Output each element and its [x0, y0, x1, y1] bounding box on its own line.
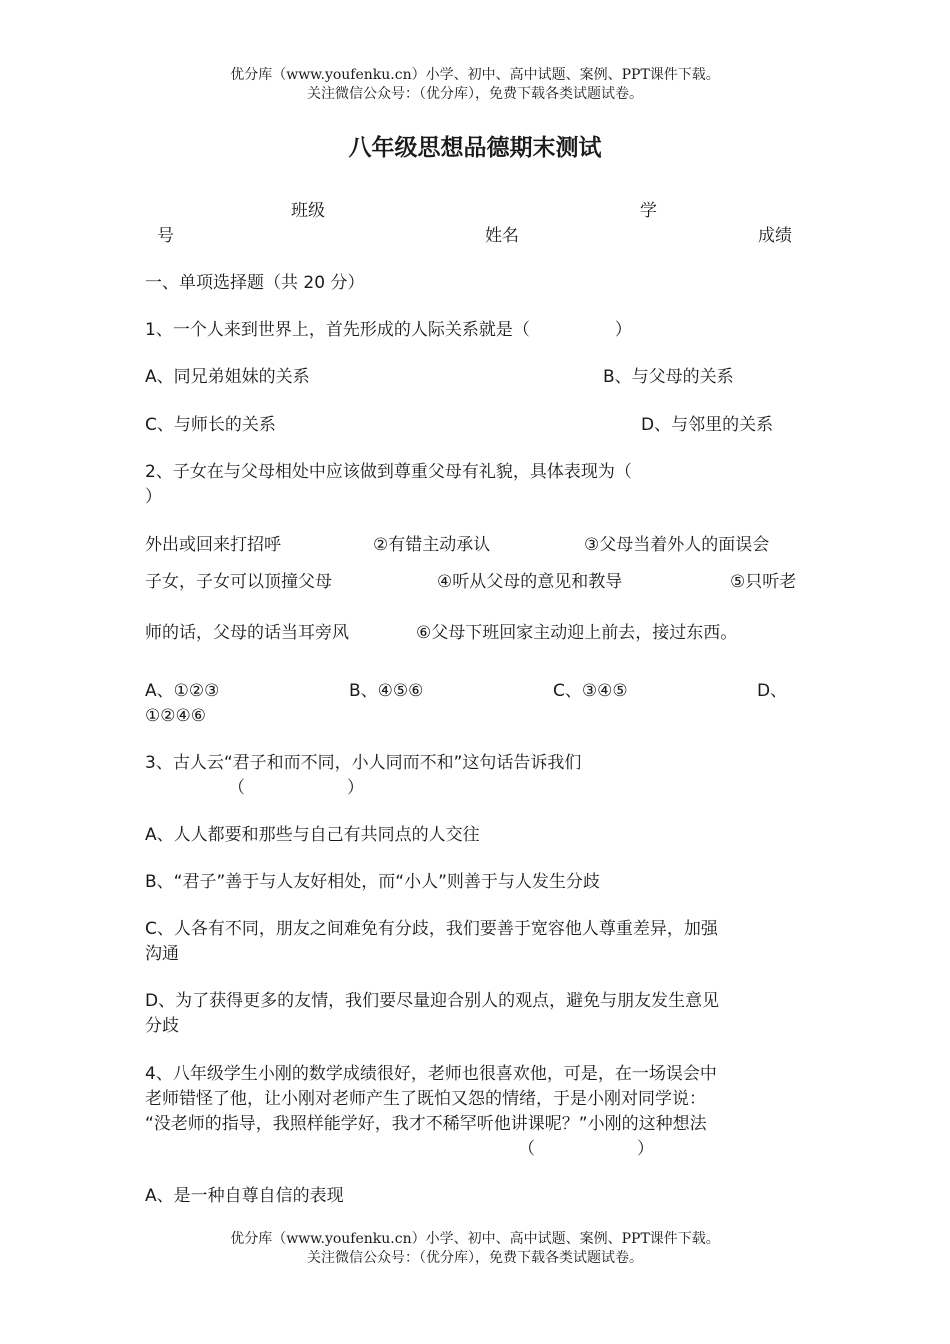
- page-header-line2: 关注微信公众号：（优分库），免费下载各类试题试卷。: [307, 86, 643, 102]
- q2-item-2: ②有错主动承认: [373, 535, 491, 555]
- q3-option-c: C、人各有不同，朋友之间难免有分歧，我们要善于宽容他人尊重差异，加强: [145, 919, 718, 939]
- student-number-label-part1: 学: [640, 201, 657, 221]
- q2-item-5: ⑤只听老: [730, 572, 797, 592]
- q3-stem: 3、古人云“君子和而不同，小人同而不和”这句话告诉我们: [145, 753, 582, 773]
- class-label: 班级: [291, 201, 325, 221]
- page-header-line1: 优分库（www.youfenku.cn）小学、初中、高中试题、案例、PPT课件下载。: [230, 67, 720, 83]
- q2-stem: 2、子女在与父母相处中应该做到尊重父母有礼貌，具体表现为（: [145, 462, 632, 482]
- q4-stem-line1: 4、八年级学生小刚的数学成绩很好，老师也很喜欢他，可是，在一场误会中: [145, 1064, 717, 1084]
- q3-option-b: B、“君子”善于与人友好相处，而“小人”则善于与人发生分歧: [145, 872, 600, 892]
- q4-stem-line3: “没老师的指导，我照样能学好，我才不稀罕听他讲课呢？”小刚的这种想法: [145, 1114, 707, 1134]
- q2-item-3: ③父母当着外人的面误会: [584, 535, 770, 555]
- q2-stem-cont: ）: [145, 487, 162, 507]
- q1-option-c: C、与师长的关系: [145, 415, 276, 435]
- q1-option-a: A、同兄弟姐妹的关系: [145, 367, 310, 387]
- q2-option-c: C、③④⑤: [553, 681, 628, 701]
- name-label: 姓名: [485, 226, 519, 246]
- q2-option-d: D、: [757, 681, 788, 701]
- section-heading: 一、单项选择题（共 20 分）: [145, 273, 365, 293]
- page-footer-line1: 优分库（www.youfenku.cn）小学、初中、高中试题、案例、PPT课件下载。: [230, 1231, 720, 1247]
- q4-option-a: A、是一种自尊自信的表现: [145, 1186, 344, 1206]
- q3-option-a: A、人人都要和那些与自己有共同点的人交往: [145, 825, 480, 845]
- student-number-label-part2: 号: [157, 226, 174, 246]
- q3-answer-paren: （ ）: [228, 778, 364, 798]
- score-label: 成绩: [758, 226, 792, 246]
- q2-item-1: 外出或回来打招呼: [145, 535, 281, 555]
- q4-answer-paren: （ ）: [518, 1139, 654, 1159]
- q2-item-4: ④听从父母的意见和教导: [437, 572, 623, 592]
- q2-item-6: ⑥父母下班回家主动迎上前去，接过东西。: [416, 623, 738, 643]
- q2-item-5-cont: 师的话，父母的话当耳旁风: [145, 623, 349, 643]
- page-footer-line2: 关注微信公众号：（优分库），免费下载各类试题试卷。: [307, 1250, 643, 1266]
- q3-option-d-cont: 分歧: [145, 1016, 179, 1036]
- page-title: 八年级思想品德期末测试: [348, 135, 602, 161]
- q3-option-d: D、为了获得更多的友情，我们要尽量迎合别人的观点，避免与朋友发生意见: [145, 991, 720, 1011]
- q3-option-c-cont: 沟通: [145, 944, 179, 964]
- q2-option-b: B、④⑤⑥: [349, 681, 424, 701]
- q1-option-d: D、与邻里的关系: [641, 415, 774, 435]
- q4-stem-line2: 老师错怪了他，让小刚对老师产生了既怕又怨的情绪，于是小刚对同学说：: [145, 1089, 706, 1109]
- q2-option-d-cont: ①②④⑥: [145, 706, 206, 726]
- q1-stem: 1、一个人来到世界上，首先形成的人际关系就是（ ）: [145, 320, 632, 340]
- q1-option-b: B、与父母的关系: [603, 367, 734, 387]
- q2-item-3-cont: 子女，子女可以顶撞父母: [145, 572, 332, 592]
- q2-option-a: A、①②③: [145, 681, 220, 701]
